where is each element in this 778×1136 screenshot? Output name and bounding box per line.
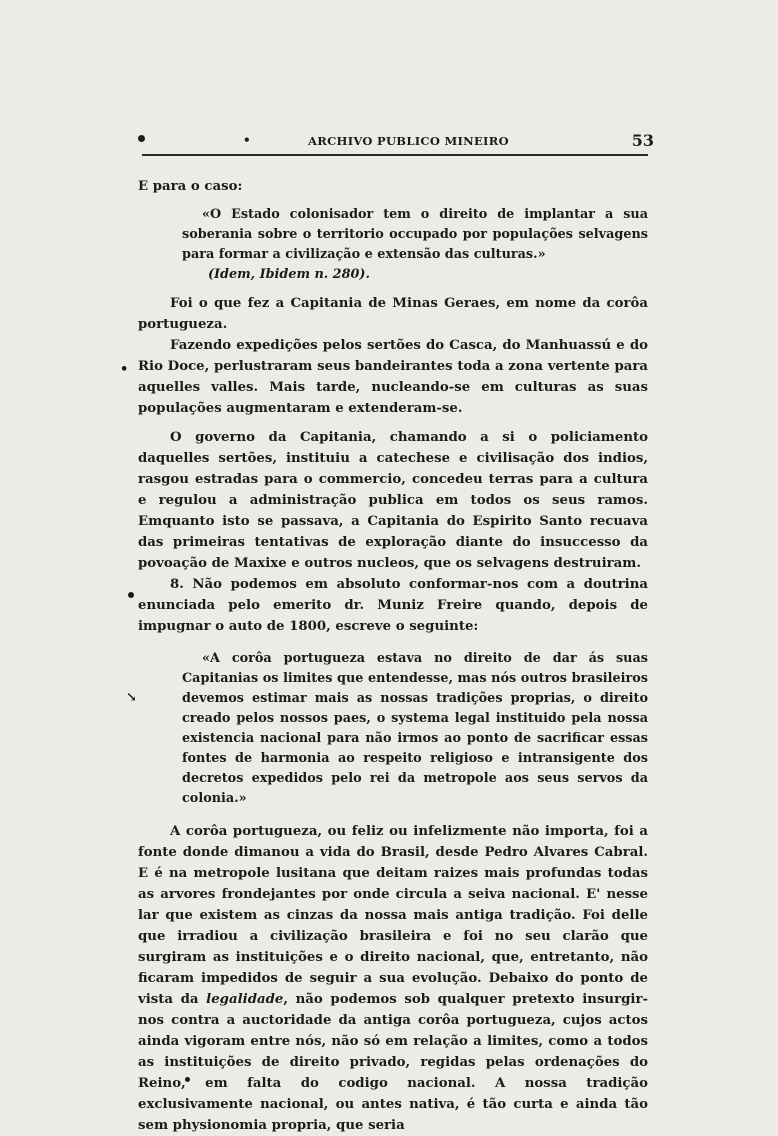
paragraph-text: , não podemos sob qualquer pretexto insurgir-nos contra a auctoridade da antiga corôa portugueza, cujos actos ainda vigoram entre nós, não só em relação a limites, como a todos as instituições de direito privado, regidas pelas ordenações do Reino, em falta do codigo nacional. A nossa tradição exclusivamente nacional, ou antes nativa, é tão curta e ainda tão sem physionomia propria, que seria [138,992,648,1133]
citation: (Idem, Ibidem n. 280). [208,267,370,282]
body-text [138,176,648,1136]
quote-block: «O Estado colonisador tem o direito de implantar a sua soberania sobre o territorio occupado por populações selvagens para formar a civilização e extensão das culturas.» [182,207,648,262]
margin-dot [138,135,145,142]
paragraph: Fazendo expedições pelos sertões do Casca, do Manhuassú e do Rio Doce, perlustraram seus bandeirantes toda a zona vertente para aquelles valles. Mais tarde, nucleando-se em culturas as suas populações augmentaram e extenderam-se. [138,338,648,416]
margin-mark: • [120,362,129,377]
italic-term: legalidade [206,992,284,1007]
header-mark: • [243,133,251,147]
header-title: ARCHIVO PUBLICO MINEIRO [308,134,509,148]
paragraph-intro: E para o caso: [138,179,243,194]
paragraph [138,821,648,1136]
page-number: 53 [631,131,654,150]
header-rule [142,154,648,156]
margin-dot [128,592,134,598]
running-header [138,131,654,153]
paragraph: Foi o que fez a Capitania de Minas Geraes, em nome da corôa portugueza. [138,296,648,332]
paragraph-text: A corôa portugueza, ou feliz ou infelizmente não importa, foi a fonte donde dimanou a vida do Brasil, desde Pedro Alvares Cabral. E é na metropole lusitana que deitam raizes mais profundas todas as arvores frondejantes por onde circula a seiva nacional. E' nesse lar que existem as cinzas da nossa mais antiga tradição. Foi delle que irradiou a civilização brasileira e foi no seu clarão que surgiram as instituições e o direito nacional, que, entretanto, não ficaram impedidos de seguir a sua evolução. Debaixo do ponto de vista da [138,824,648,1007]
paragraph: 8. Não podemos em absoluto conformar-nos com a doutrina enunciada pelo emerito dr. Muniz Freire quando, depois de impugnar o auto de 1800, escreve o seguinte: [138,577,648,634]
paragraph: O governo da Capitania, chamando a si o policiamento daquelles sertões, instituiu a catechese e civilisação dos indios, rasgou estradas para o commercio, concedeu terras para a cultura e regulou a administração publica em todos os seus ramos. Emquanto isto se passava, a Capitania do Espirito Santo recuava das primeiras tentativas de exploração diante do insuccesso da povoação de Maxixe e outros nucleos, que os selvagens destruiram. [138,430,648,571]
margin-mark: ↘ [126,690,137,705]
quote-block: «A corôa portugueza estava no direito de dar ás suas Capitanias os limites que entendesse, mas nós outros brasileiros devemos estimar mais as nossas tradições proprias, o direito creado pelos nossos paes, o systema legal instituido pela nossa existencia nacional para não irmos ao ponto de sacrificar essas fontes de harmonia ao respeito religioso e intransigente dos decretos expedidos pelo rei da metropole aos seus servos da colonia.» [182,651,648,806]
